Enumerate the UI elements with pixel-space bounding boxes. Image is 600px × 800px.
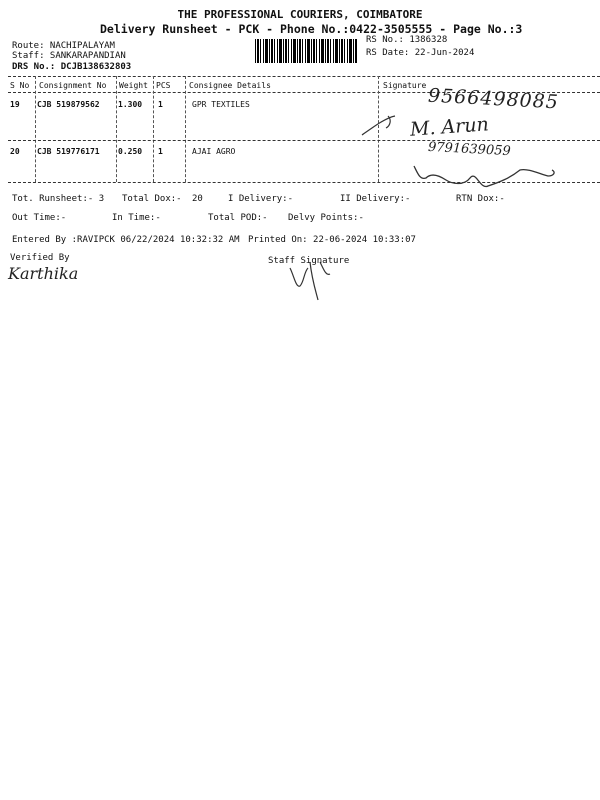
out-time-label: Out Time:- [12, 213, 67, 223]
rs-date: RS Date: 22-Jun-2024 [366, 48, 475, 58]
handwritten-phone: 9791639059 [427, 139, 512, 160]
signature-stroke [362, 116, 395, 135]
table-row-consignment: CJB 519776171 [37, 147, 100, 156]
table-row-sno: 19 [10, 100, 20, 109]
col-header-consignee: Consignee Details [189, 81, 271, 90]
signature-stroke [414, 166, 554, 187]
total-dox-value: 20 [192, 194, 203, 204]
in-time-label: In Time:- [112, 213, 161, 223]
ii-delivery-label: II Delivery:- [340, 194, 411, 204]
total-pod-label: Total POD:- [208, 213, 268, 223]
table-row-weight: 0.250 [118, 147, 143, 156]
col-header-pcs: PCS [156, 81, 171, 90]
table-row-consignment: CJB 519879562 [37, 100, 100, 109]
staff-label: Staff: SANKARAPANDIAN [12, 51, 126, 61]
total-runsheet: Tot. Runsheet:- 3 [12, 194, 105, 204]
verifier-signature: Karthika [8, 264, 79, 283]
table-row-weight: 1.300 [118, 100, 143, 109]
verified-by-label: Verified By [10, 253, 70, 263]
company-title: THE PROFESSIONAL COURIERS, COIMBATORE [177, 8, 423, 21]
col-header-sno: S No [10, 81, 30, 90]
handwritten-phone: 9566498085 [427, 84, 560, 114]
rtn-dox-label: RTN Dox:- [456, 194, 505, 204]
route-label: Route: NACHIPALAYAM [12, 41, 115, 51]
signature-stroke [290, 262, 330, 300]
table-row-pcs: 1 [158, 147, 163, 156]
staff-signature-label: Staff Signature [268, 256, 350, 266]
entered-by: Entered By :RAVIPCK 06/22/2024 10:32:32 AM [12, 235, 240, 245]
printed-on: Printed On: 22-06-2024 10:33:07 [248, 235, 416, 245]
drs-number: DRS No.: DCJB138632803 [12, 62, 132, 72]
total-dox-label: Total Dox:- [122, 194, 182, 204]
runsheet-title: Delivery Runsheet - PCK - Phone No.:0422-3505555 - Page No.:3 [100, 22, 523, 36]
col-header-consignment: Consignment No [39, 81, 107, 90]
table-row-consignee: AJAI AGRO [192, 147, 236, 156]
table-row-pcs: 1 [158, 100, 163, 109]
rs-number: RS No.: 1386328 [366, 35, 448, 45]
delvy-points-label: Delvy Points:- [288, 213, 364, 223]
col-header-weight: Weight [119, 81, 148, 90]
handwritten-name: M. Arun [409, 113, 490, 141]
table-row-sno: 20 [10, 147, 20, 156]
i-delivery-label: I Delivery:- [228, 194, 294, 204]
table-row-consignee: GPR TEXTILES [192, 100, 250, 109]
col-header-signature: Signature [383, 81, 427, 90]
